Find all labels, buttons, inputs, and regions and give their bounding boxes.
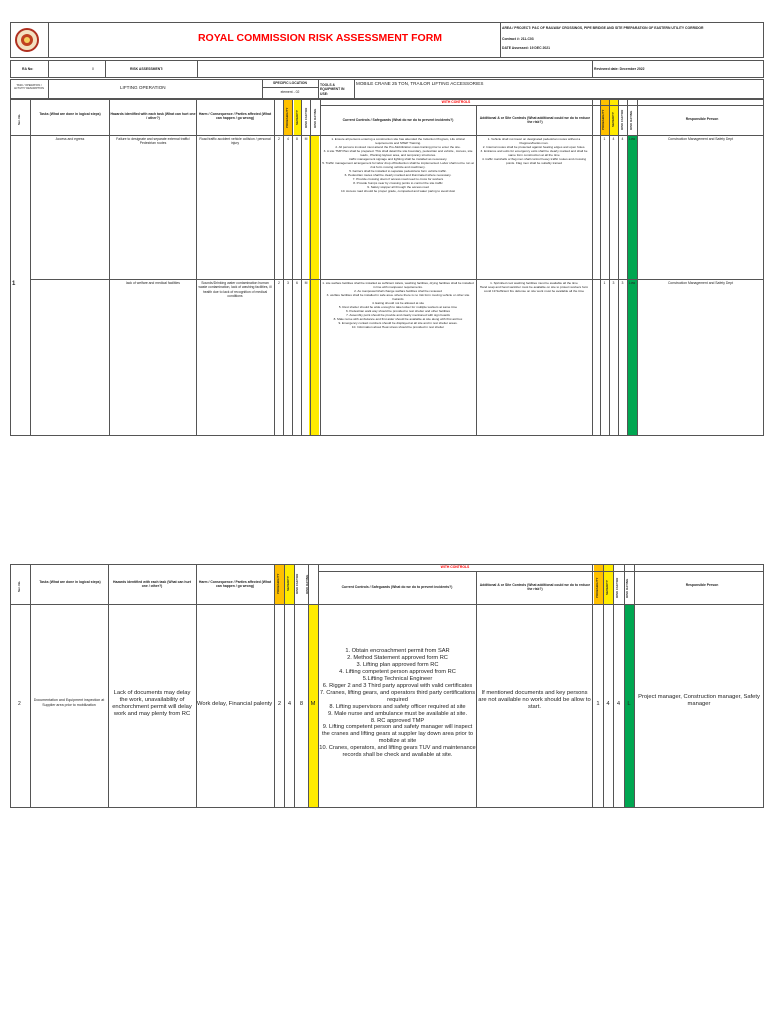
control-line: 9. Male nurse and ambulance must be available at site. <box>327 710 468 717</box>
severity2-cell: 4 <box>606 701 610 707</box>
task-cell: Access and egress <box>55 137 85 141</box>
severity2-cell: 4 <box>612 137 615 141</box>
col-ser-header: Ser. No. <box>17 113 21 125</box>
hazard-cell: Lack of documents may delay the work, unavailability of enchorchment permit will delay work and may plenty from RC <box>112 690 192 717</box>
probability2-cell: 1 <box>603 137 606 141</box>
responsible-cell: Construction Management and Safety Dept <box>667 137 734 141</box>
col-additional-controls-header: Additional & or Site Controls (What additional could we do to reduce the risk?) <box>479 583 591 592</box>
col-severity-header: SEVERITY <box>295 110 299 126</box>
project-area: AREA / PROJECT: P&C OF RAILWAY CROSSINGS, PIPE BRIDGE AND SITE PREPARATION OF EASTERN UTILITY CORRIDOR <box>502 26 704 30</box>
current-controls-cell <box>322 137 474 193</box>
control-line: 10. Cranes, operators, and lifting gears TUV and maintenance records shall be check and available at site. <box>319 745 476 759</box>
risk-factor-cell: 8 <box>296 137 298 141</box>
control-line: 1. Sprinkled cool washing facilities must be available all the time <box>490 281 578 285</box>
col-probability2-header: PROBABILITY <box>595 577 599 599</box>
control-line: 2. As manpower/shall change welfare facilities shall be reviewed <box>354 289 442 293</box>
specific-location-value: element - 02 <box>280 90 300 94</box>
probability-cell: 2 <box>278 137 280 141</box>
additional-controls-cell <box>478 281 590 293</box>
col-responsible-header: Responsible Person <box>685 117 719 121</box>
control-line: 5. Traffic management arrangement for labor drop off/collection shall be implemented. Labor shall not be run at risk form moving vehicle and machinery. <box>322 161 474 169</box>
control-line: 1. site welfare facilities shall be installed as sufficient toilets, washing facilities, drying facilities shall be installed in line with manpower requirements. <box>322 281 474 289</box>
task-label: TASK / OPERATION / ACTIVITY DESCRIPTION <box>13 84 45 91</box>
probability2-cell: 1 <box>603 281 606 285</box>
current-controls-cell <box>322 281 474 329</box>
task-cell: lack of welfare and medical facilities <box>126 281 180 285</box>
table2-ser-no: 2 <box>18 701 21 707</box>
control-line: 8. Lifting supervisors and safety officer required at site <box>329 703 466 710</box>
col-probability2-header: PROBABILITY <box>601 109 605 131</box>
col-additional-controls-header: Additional & or Site Controls (What additional could we do to reduce the risk?) <box>479 116 591 125</box>
control-line: 1. Vehicle shall not travel on designated pedestrian routes without a Flagman/banks man. <box>487 137 581 145</box>
col-probability-header: PROBABILITY <box>276 573 280 595</box>
control-line: Hand soap and hand sanitizer must be available on site to protect workers form covid 19 Sufficient fire defense on site work must be available all the time <box>479 285 589 293</box>
col-severity2-header: SEVERITY <box>605 580 609 596</box>
control-line: 9. Emergency contact numbers should be displayed at all site and in rest shelter areas. <box>338 321 458 325</box>
col-risk-factor-header: RISK FACTOR <box>304 107 308 129</box>
col-harm-header: Harm / Consequence / Parties affected (What can happen / go wrong) <box>198 112 272 121</box>
risk-factor-cell: 8 <box>299 701 304 707</box>
col-harm-header: Harm / Consequence / Parties affected (What can happen / go wrong) <box>198 580 272 589</box>
ra-no-value: 0 <box>92 67 94 71</box>
risk-rating-cell: M <box>304 137 308 141</box>
control-line: 5. barriers shall be installed to separate pedestrians form vehicle traffic. <box>349 169 447 173</box>
harm-cell: Road traffic accident vehicle collision / personal injury <box>199 137 271 146</box>
with-controls-label: WITH CONTROLS <box>440 565 470 569</box>
control-line: 6. Pedestrian routes shall be clearly marked and illuminated where necessary. <box>344 173 452 177</box>
table1-ser-no: 1 <box>12 281 16 287</box>
col-risk-rating2-header: RISK RATING <box>629 110 633 130</box>
control-line: 5. Rest shelter should be wide enough to take locker for multiple workers at same time <box>338 305 458 309</box>
risk-rating-cell: M <box>310 701 316 707</box>
form-title: ROYAL COMMISSION RISK ASSESSMENT FORM <box>197 32 443 44</box>
probability-cell: 2 <box>277 701 282 707</box>
risk-assessment-label: RISK ASSESSMENT: <box>130 67 164 71</box>
col-probability-header: PROBABILITY <box>285 107 289 129</box>
col-current-controls-header: Current Controls / Safeguards (What do we do to prevent incidents?) <box>341 585 453 589</box>
probability2-cell: 1 <box>596 701 600 707</box>
control-line: 4. Lifting competent person approved from RC <box>339 668 456 675</box>
risk-factor-cell: 6 <box>296 281 298 285</box>
control-line: 10. Information about Heat stress should be provided in rest shelter <box>351 325 445 329</box>
col-risk-rating-header: RISK RATING <box>313 108 317 128</box>
col-severity-header: SEVERITY <box>286 576 290 592</box>
control-line: 4. Eating should not be allowed at site <box>371 301 425 305</box>
additional-controls-cell: If mentioned documents and key persons are not available no work should be allow to start. <box>478 690 591 710</box>
ra-no-label: RA No: <box>22 67 34 71</box>
col-current-controls-header: Current Controls / Safeguards (What do we do to prevent incidents?) <box>342 118 454 122</box>
control-line: 3. welfare facilities shall be installed in safe area. where there is no risk form moving vehicle or other site hazards <box>326 293 470 301</box>
control-line: 7. Cranes, lifting gears, and operators third party certifications required <box>319 689 476 703</box>
col-risk-rating2-header: RISK RATING <box>625 578 629 598</box>
control-line: 5.Lifting Technical Engineer <box>362 675 433 682</box>
control-line: 2. Method Statement approved form RC <box>347 654 448 661</box>
control-line: 2. Internal routes shall be protected against heating edges and open holes. <box>482 145 586 149</box>
control-line: 9. Lifting competent person and safety manager will inspect the cranes and lifting gears at suppler lay down area prior to mobilize at site <box>321 724 474 745</box>
risk-rating2-cell: L <box>627 701 631 707</box>
risk-factor2-cell: 3 <box>621 281 624 285</box>
date-assessed: DATE Assessed: 19 DEC 2021 <box>502 46 551 50</box>
control-line: 9. Safety stopper all through the access road <box>367 185 429 189</box>
control-line: 4. traffic marshalls or flag men shall control heavy traffic routes and crossing points. Flag men shall be suitably trained <box>481 157 587 165</box>
risk-factor2-cell: 4 <box>621 137 624 141</box>
control-line: traffic management signage and lighting shall be installed as necessary. <box>348 157 448 161</box>
control-line: 8. Male nurse with ambulance and first aider should be available at site along with first aid box <box>333 317 463 321</box>
col-hazards-header: Hazards identified with each task (What can hurt one / other?) <box>113 580 191 589</box>
control-line: 1. Ensure all persons entering a construction site has attended the Induction Program, Life critical requirements and SHEP Training. <box>331 137 465 145</box>
severity-cell: 4 <box>287 137 289 141</box>
control-line: 3. A site TMP Plan shall be prepared. This shall detail the site boundary, pedestrian and vehicle , Access, site roads , Planting layloun area, and temporary structures. <box>323 149 473 157</box>
tools-label: TOOLS & EQUIPMENT IN USE: <box>320 83 345 96</box>
severity-cell: 4 <box>287 701 292 707</box>
responsible-cell: Construction Management and Safety Dept <box>667 281 734 285</box>
risk-rating2-cell: Low <box>628 281 636 285</box>
control-line: 8. Provide humps near by crossing points to control the site traffic <box>353 181 443 185</box>
col-risk-rating-header: RISK RATING <box>305 574 309 594</box>
col-ser-header: Ser. No. <box>17 580 21 592</box>
control-line: 8. RC approved TMP <box>370 717 425 724</box>
severity-cell: 3 <box>287 281 289 285</box>
control-line: 7. Assembly point should be provide and clearly mentioned with sign boards <box>346 313 450 317</box>
control-line: 10. Access road should be proper grade, compacted and water paring to avoid dust <box>340 189 456 193</box>
control-line: 1. Obtain encroachment permit from SAR <box>345 648 450 654</box>
task-value: LIFTING OPERATION <box>120 85 166 90</box>
additional-controls-cell <box>478 137 590 165</box>
col-tasks-header: Tasks (What are done in logical steps) <box>39 580 101 584</box>
risk-rating2-cell: Low <box>628 137 636 141</box>
control-line: 6. Rigger 2 and 3 Third party approval with valid certificates <box>322 682 473 689</box>
contract-number: Contract #: 211-C03 <box>502 37 534 41</box>
col-severity2-header: SEVERITY <box>611 112 615 128</box>
probability-cell: 2 <box>278 281 280 285</box>
risk-rating-cell: M <box>304 281 308 285</box>
col-hazards-header: Hazards identified with each task (What can hurt one / other?) <box>110 112 196 121</box>
control-line: 7. Provide crossing doors if access road need to cross for workers <box>352 177 444 181</box>
control-line: 3. Entrance and exits for emergency exits shall be clearly marked and shall be same form construction at all the time <box>480 149 588 157</box>
col-risk-factor2-header: RISK FACTOR <box>615 577 619 599</box>
harm-cell: Work delay, Financial palenty <box>197 701 273 707</box>
col-risk-factor2-header: RISK FACTOR <box>620 109 624 131</box>
task-cell: Documentation and Equipment inspection at Supplier area prior to mobilization <box>33 698 105 707</box>
tools-value: MOBILE CRANE 25 TON, TRAILOR LIFTING ACCESSORIES <box>356 81 484 86</box>
current-controls-cell <box>319 648 476 759</box>
responsible-cell: Project manager, Construction manager, Safety manager <box>638 694 760 707</box>
reviewed-date: Reviewed date: December 2022 <box>594 67 645 71</box>
royal-commission-logo <box>14 26 40 54</box>
col-risk-factor-header: RISK FACTOR <box>295 573 299 595</box>
col-responsible-header: Responsible Person <box>685 583 719 587</box>
hazard-cell: Failure to designate and separate external traffic/ Pedestrian routes <box>116 137 190 146</box>
control-line: 6. Pedestrian walk way should be provided to rest shelter and other facilities <box>345 309 451 313</box>
specific-location-label: SPECIFIC LOCATION <box>272 81 308 85</box>
control-line: 2. All persons involved must attend the Pre-Mobilization mass training prior to enter the site. <box>335 145 461 149</box>
risk-factor2-cell: 4 <box>616 701 621 707</box>
harm-cell: Sounds/Drinking water contamination human waste contamination, lack of washing facilities, ill health due to lack of recognition of medical conditions <box>198 281 272 298</box>
col-tasks-header: Tasks (What are done in logical steps) <box>39 112 101 116</box>
with-controls-label: WITH CONTROLS <box>441 100 471 104</box>
severity2-cell: 3 <box>612 281 615 285</box>
control-line: 3. Lifting plan approved form RC <box>356 661 439 668</box>
